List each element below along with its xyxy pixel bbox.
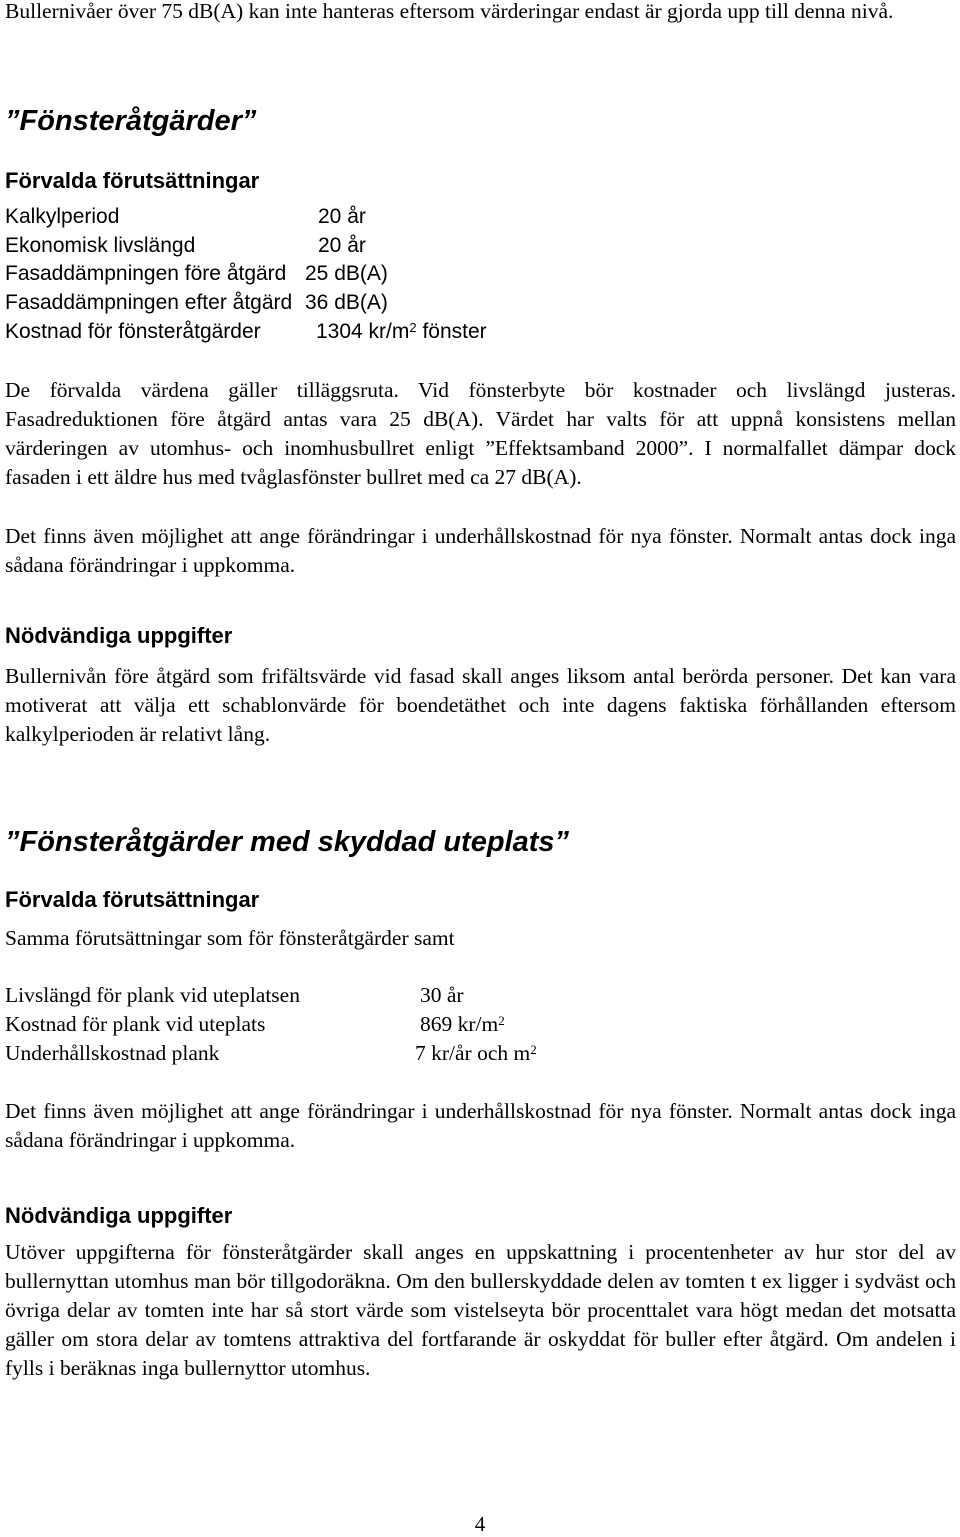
- row-value-text: 7 kr/år och m: [415, 1041, 531, 1065]
- section-heading-fonsteratgarder: ”Fönsteråtgärder”: [5, 105, 257, 137]
- row-value: 20 år: [318, 205, 366, 228]
- row-value: 36 dB(A): [305, 291, 388, 314]
- subheading-defaults: Förvalda förutsättningar: [5, 168, 260, 193]
- maintenance-paragraph: Det finns även möjlighet att ange förändringar i underhållskostnad för nya fönster. Normalt antas dock inga sådana förändringar i uppkomma.: [5, 1099, 956, 1152]
- row-value-suffix: fönster: [416, 320, 487, 343]
- row-label: Ekonomisk livslängd: [5, 234, 196, 257]
- row-value: 20 år: [318, 234, 366, 257]
- lead-text: Samma förutsättningar som för fönsteråtgärder samt: [5, 926, 455, 950]
- row-value: [420, 1010, 505, 1039]
- row-value-text: 1304 kr/m: [316, 320, 410, 343]
- row-value-text: 869 kr/m: [420, 1012, 499, 1036]
- row-label: Fasaddämpningen efter åtgärd: [5, 291, 293, 314]
- maintenance-paragraph: Det finns även möjlighet att ange förändringar i underhållskostnad för nya fönster. Normalt antas dock inga sådana förändringar i uppkomma.: [5, 524, 956, 577]
- superscript: 2: [498, 1013, 505, 1028]
- row-value: 25 dB(A): [305, 262, 388, 285]
- row-value: [420, 981, 464, 1010]
- required-data-paragraph: Bullernivån före åtgärd som frifältsvärde vid fasad skall anges liksom antal berörda personer. Det kan vara motiverat att välja ett schablonvärde för boendetäthet och inte dagens faktiska förhållanden eftersom kalkylperioden är relativt lång.: [5, 664, 956, 746]
- row-label: Livslängd för plank vid uteplatsen: [5, 983, 300, 1007]
- row-value: [316, 317, 487, 346]
- row-label: Kostnad för plank vid uteplats: [5, 1012, 266, 1036]
- superscript: 2: [530, 1042, 537, 1057]
- required-data-paragraph: Utöver uppgifterna för fönsteråtgärder skall anges en uppskattning i procentenheter av hur stor del av bullernyttan utomhus man bör tillgodoräkna. Om den bullerskyddade delen av tomten t ex ligger i sydväst och övriga delar av tomten inte har så stort värde som vistelseyta bör procenttalet vara högt medan det motsatta gäller om stora delar av tomtens attraktiva del fortfarande är oskyddat för buller efter åtgärd. Om andelen i fylls i beräknas inga bullernyttor utomhus.: [5, 1240, 956, 1380]
- row-label: Fasaddämpningen före åtgärd: [5, 262, 287, 285]
- defaults-explanation-paragraph: De förvalda värdena gäller tilläggsruta. Vid fönsterbyte bör kostnader och livslängd justeras. Fasadreduktionen före åtgärd antas vara 25 dB(A). Värdet har valts för att uppnå konsistens mellan värderingen av utomhus- och inomhusbullret enligt ”Effektsamband 2000”. I normalfallet dämpar dock fasaden i ett äldre hus med tvåglasfönster bullret med ca 27 dB(A).: [5, 378, 956, 489]
- row-label: Underhållskostnad plank: [5, 1041, 220, 1065]
- page-number: 4: [474, 1512, 486, 1536]
- subheading-defaults: Förvalda förutsättningar: [5, 887, 260, 912]
- row-value: [415, 1039, 537, 1068]
- row-value-text: 30 år: [420, 983, 464, 1007]
- section-heading-protected-patio: ”Fönsteråtgärder med skyddad uteplats”: [5, 826, 570, 858]
- intro-paragraph: Bullernivåer över 75 dB(A) kan inte hanteras eftersom värderingar endast är gjorda upp till denna nivå.: [5, 0, 894, 23]
- row-label: Kostnad för fönsteråtgärder: [5, 320, 261, 343]
- row-label: Kalkylperiod: [5, 205, 120, 228]
- subheading-required-data: Nödvändiga uppgifter: [5, 1203, 233, 1228]
- superscript: 2: [409, 320, 417, 335]
- subheading-required-data: Nödvändiga uppgifter: [5, 623, 233, 648]
